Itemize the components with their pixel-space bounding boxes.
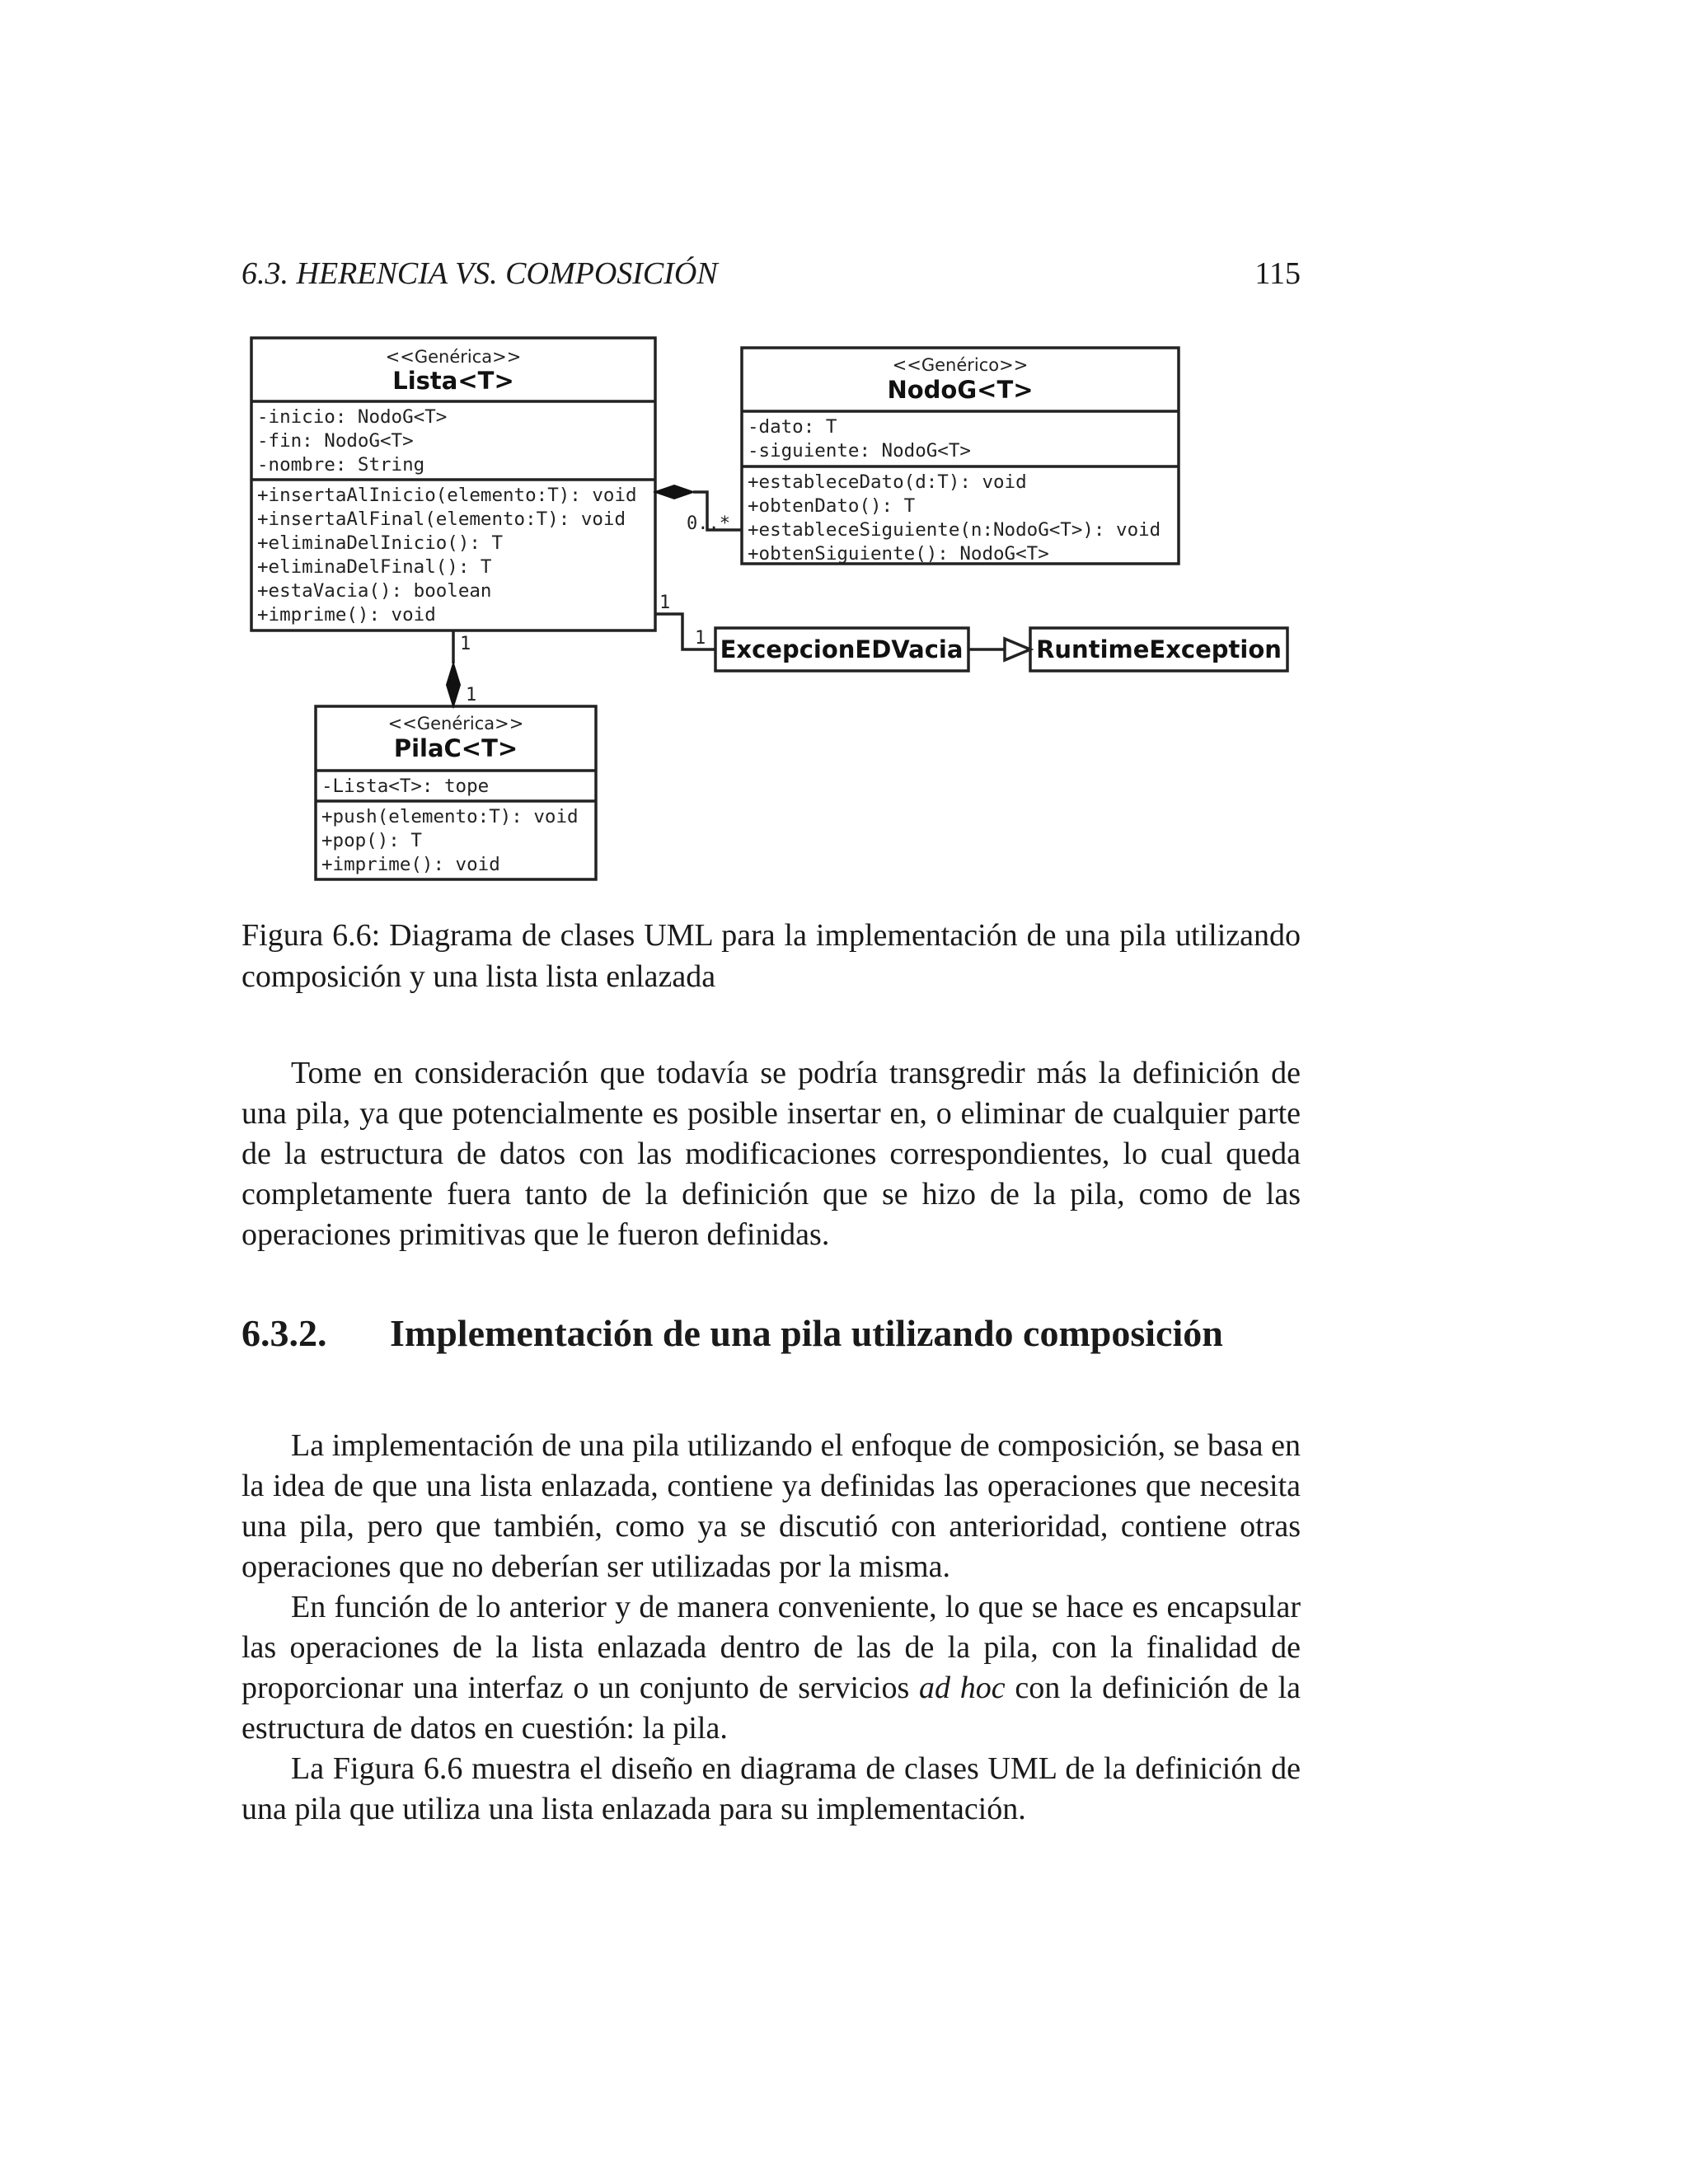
chapter-section-title: 6.3. HERENCIA VS. COMPOSICIÓN [241,256,718,291]
association-lista-excepcion [655,593,715,649]
composition-pila-lista [447,630,476,706]
class-pilac-stereotype: <<Genérica>> [387,714,524,733]
class-lista-name: Lista<T> [392,367,514,395]
class-lista-attr: -nombre: String [257,454,425,476]
class-runtime-name: RuntimeException [1036,635,1282,663]
class-nodog [742,348,1179,565]
body-paragraph [241,1587,1301,1749]
class-pilac-method: +pop(): T [321,830,422,851]
class-lista-method: +estaVacia(): boolean [257,580,492,602]
class-nodog-method: +obtenDato(): T [748,495,916,517]
class-nodog-method: +estableceDato(d:T): void [748,471,1027,493]
class-lista-method: +insertaAlInicio(elemento:T): void [257,485,637,506]
class-nodog-attr: -siguiente: NodoG<T> [748,440,971,462]
class-pilac-name: PilaC<T> [393,734,518,762]
class-excepcion [715,628,968,671]
paragraph-text: En función de lo anterior y de manera conveniente, lo que se hace es encapsular las operaciones de la lista enlazada dentro de las de la pila, con la finalidad de proporcionar una interfaz o un conjunto de servicios [241,1590,1301,1705]
multiplicity-label: 1 [466,685,477,705]
composition-diamond [447,663,460,706]
association-line [655,614,715,649]
class-nodog-stereotype: <<Genérico>> [892,355,1029,375]
class-lista-method: +eliminaDelInicio(): T [257,532,504,554]
composition-lista-nodog [655,485,742,534]
multiplicity-label: 1 [460,634,471,654]
paragraph-text: con la definición de la estructura de datos en cuestión: la pila. [241,1671,1301,1746]
multiplicity-label: 1 [695,628,706,649]
multiplicity-label: 1 [659,593,671,613]
class-nodog-method: +obtenSiguiente(): NodoG<T> [748,543,1049,565]
class-pilac-attr: -Lista<T>: tope [321,776,490,797]
class-lista-attr: -inicio: NodoG<T> [257,406,448,428]
class-nodog-method: +estableceSiguiente(n:NodoG<T>): void [748,519,1161,541]
multiplicity-label: 0..* [687,513,730,534]
paragraph-emphasis: ad hoc [919,1671,1006,1705]
generalization-excepcion-runtime [968,639,1030,660]
class-runtime [1030,628,1287,671]
class-lista-method: +insertaAlFinal(elemento:T): void [257,509,626,530]
page-number: 115 [1254,256,1301,291]
figure-caption: Figura 6.6: Diagrama de clases UML para la implementación de una pila utilizando composición y una lista lista enlazada [241,918,1301,994]
section-number: 6.3.2. [241,1312,327,1354]
generalization-arrowhead [1005,639,1030,660]
class-lista-method: +imprime(): void [257,604,436,626]
class-lista-method: +eliminaDelFinal(): T [257,556,492,578]
class-pilac-method: +imprime(): void [321,854,500,875]
class-lista-stereotype: <<Genérica>> [385,347,522,367]
class-pilac [316,706,596,879]
uml-class-diagram [239,326,1311,894]
body-paragraph: La Figura 6.6 muestra el diseño en diagrama de clases UML de la definición de una pila que utiliza una lista enlazada para su implementación. [241,1751,1301,1826]
class-excepcion-name: ExcepcionEDVacia [720,635,964,663]
section-title: Implementación de una pila utilizando composición [390,1312,1223,1354]
class-lista [251,338,655,630]
class-nodog-attr: -dato: T [748,416,837,438]
class-pilac-method: +push(elemento:T): void [321,806,579,827]
running-header [241,247,1301,297]
body-paragraph: Tome en consideración que todavía se podría transgredir más la definición de una pila, ya que potencialmente es posible insertar en, o eliminar de cualquier parte de la estructura de datos con las modificaciones correspondientes, lo cual queda completamente fuera tanto de la definición que se hizo de la pila, como de las operaciones primitivas que le fueron definidas. [241,1056,1301,1252]
composition-diamond [655,485,693,499]
body-paragraph: La implementación de una pila utilizando el enfoque de composición, se basa en la idea de que una lista enlazada, contiene ya definidas las operaciones que necesita una pila, pero que también, como ya se discutió con anterioridad, contiene otras operaciones que no deberían ser utilizadas por la misma. [241,1428,1301,1584]
class-nodog-name: NodoG<T> [887,376,1034,404]
class-lista-attr: -fin: NodoG<T> [257,430,414,452]
